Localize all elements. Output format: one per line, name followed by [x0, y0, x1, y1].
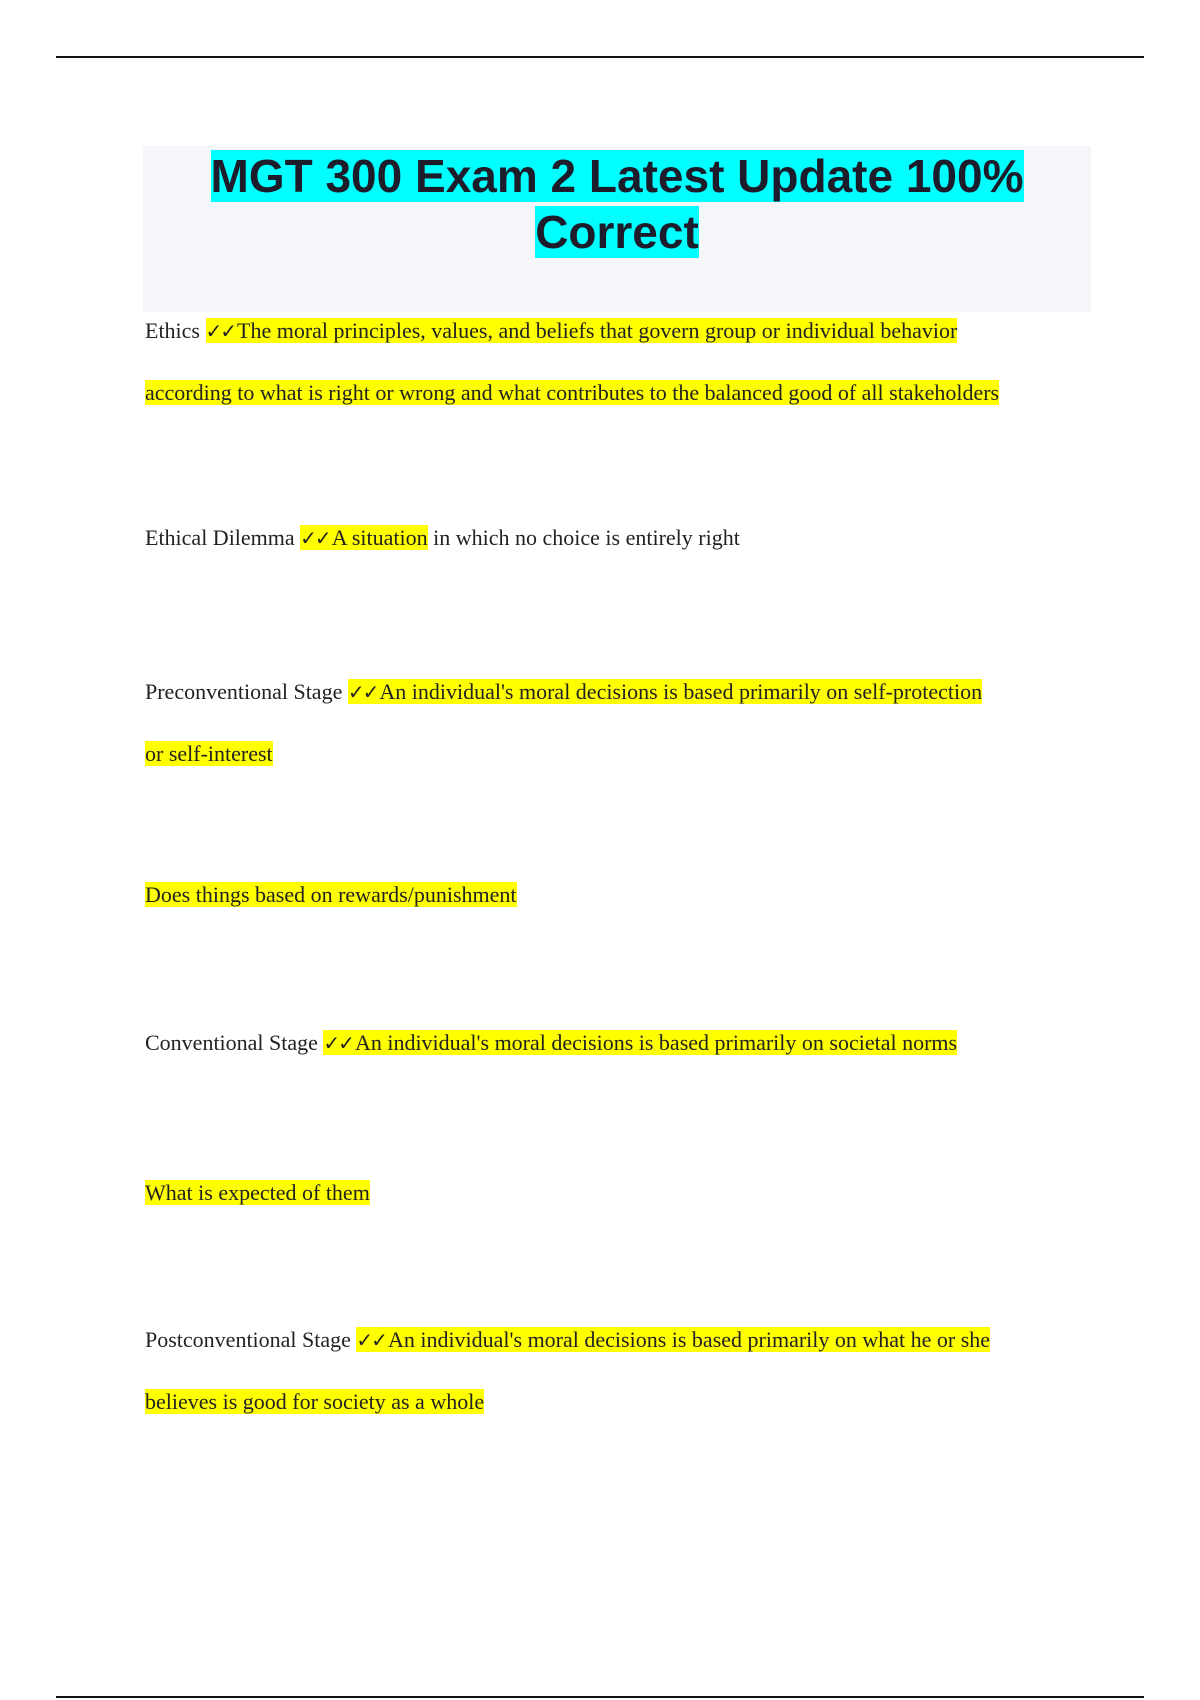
entry-definition: An individual's moral decisions is based primarily on self-protection: [379, 679, 983, 704]
document-title: [143, 146, 1091, 260]
entry-definition: An individual's moral decisions is based primarily on societal norms: [354, 1030, 958, 1055]
entry-term: Ethical Dilemma: [145, 525, 295, 550]
title-line-1: MGT 300 Exam 2 Latest Update 100%: [210, 150, 1024, 202]
entry-definition-continued: believes is good for society as a whole: [145, 1389, 485, 1414]
top-rule: [56, 56, 1144, 58]
entry-postconventional-stage: [145, 1309, 1085, 1432]
entry-conventional-stage: [145, 1012, 1085, 1074]
entry-term: Ethics: [145, 318, 200, 343]
entry-definition-continued: or self-interest: [145, 741, 273, 766]
entry-ethics: [145, 300, 1085, 423]
double-check-icon: ✓✓: [356, 1328, 386, 1352]
entry-definition: An individual's moral decisions is based primarily on what he or she: [387, 1327, 991, 1352]
entry-definition-continued: according to what is right or wrong and what contributes to the balanced good of all stakeholders: [145, 380, 1000, 405]
entry-definition-highlighted: A situation: [331, 525, 428, 550]
entry-term: Conventional Stage: [145, 1030, 318, 1055]
double-check-icon: ✓✓: [323, 1031, 353, 1055]
double-check-icon: ✓✓: [300, 526, 330, 550]
entry-note: What is expected of them: [145, 1180, 370, 1205]
entry-definition-rest: in which no choice is entirely right: [427, 525, 740, 550]
bottom-rule: [56, 1696, 1144, 1698]
entry-note-rewards: [145, 864, 1085, 925]
double-check-icon: ✓✓: [347, 680, 378, 704]
entry-note-expected: [145, 1162, 1085, 1223]
title-block: [143, 146, 1091, 312]
entry-definition: The moral principles, values, and beliefs that govern group or individual behavior: [237, 318, 958, 343]
entry-note: Does things based on rewards/punishment: [145, 882, 517, 907]
entry-term: Preconventional Stage: [145, 679, 343, 704]
title-line-2: Correct: [535, 206, 699, 258]
double-check-icon: ✓✓: [205, 319, 236, 343]
entry-preconventional-stage: [145, 661, 1085, 784]
entry-term: Postconventional Stage: [145, 1327, 351, 1352]
entry-ethical-dilemma: [145, 507, 1085, 569]
